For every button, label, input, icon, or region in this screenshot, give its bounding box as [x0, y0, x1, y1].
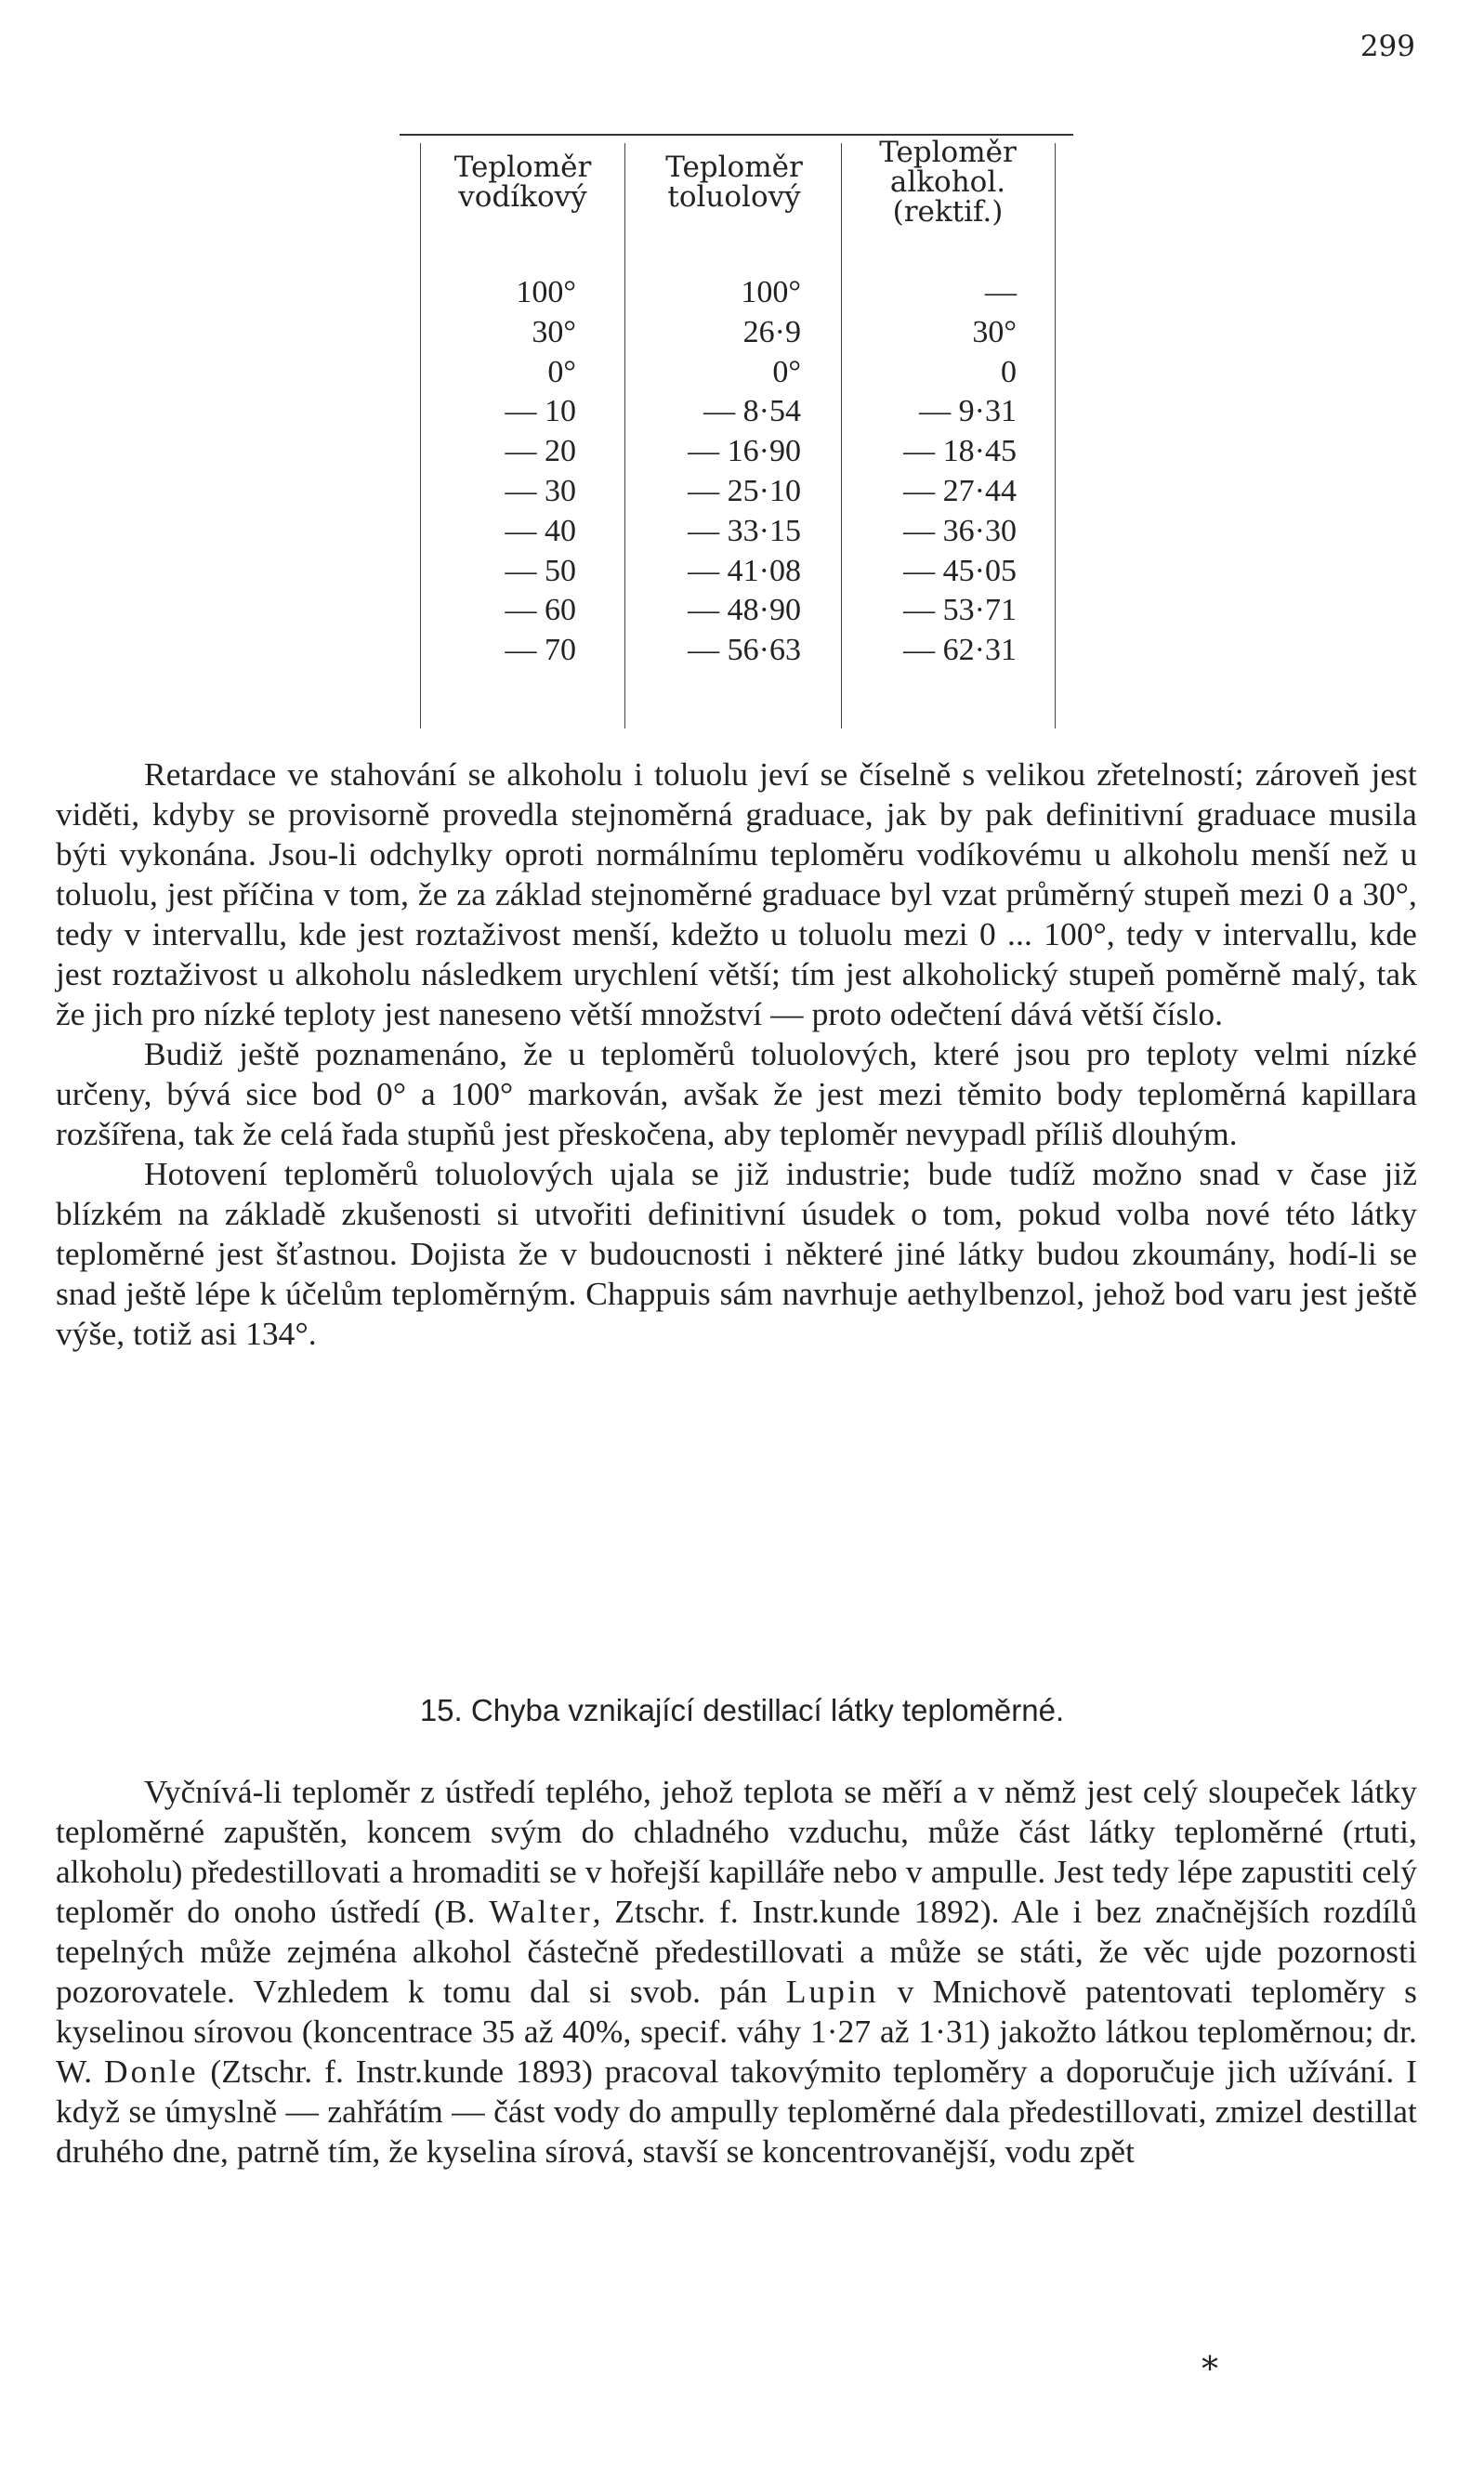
cell: — 27·44 — [903, 473, 1017, 508]
section-heading: 15. Chyba vznikající destillací látky teploměrné. — [419, 1693, 1065, 1727]
cell: 30° — [532, 314, 576, 349]
column-vodikovy — [427, 273, 576, 671]
cell: — 20 — [505, 434, 576, 469]
cell: — 18·45 — [903, 434, 1017, 469]
header-alkohol: Teploměr alkohol. (rektif.) — [879, 136, 1017, 229]
paragraph-budiz: Budiž ještě poznamenáno, že u teploměrů toluolových, které jsou pro teploty velmi nízké určeny, bývá sice bod 0° a 100° markován, avšak že jest mezi těmito body teploměrná kapillara rozšířena, tak že celá řada stupňů jest přeskočena, aby teploměr nevypadl příliš dlouhým. — [56, 1035, 1417, 1152]
cell: 0° — [547, 354, 576, 389]
cell: — 45·05 — [903, 553, 1017, 588]
header-vodikovy: Teploměr vodíkový — [453, 151, 592, 214]
section-body-text — [56, 1772, 1417, 2172]
cell: — 25·10 — [688, 473, 801, 508]
table-rule-2 — [841, 143, 842, 728]
cell: — 70 — [505, 633, 576, 668]
cell: — 16·90 — [688, 434, 801, 469]
cell: — 62·31 — [903, 633, 1017, 668]
paragraph-vycniva — [56, 1772, 1417, 2172]
column-toluolovy — [632, 273, 801, 671]
cell: — — [985, 275, 1017, 309]
text-run: (Ztschr. f. Instr.kunde 1893) pracoval takovýmito teploměry a doporučuje jich užívání. I když se úmyslně — zahřátím — část vody do ampully teploměrné dala předestillovati, zmizel destillat druhého dne, patrně tím, že kyselina sírová, stavší se koncentrovanější, vodu zpět — [56, 2053, 1417, 2170]
paragraph-hotoveni: Hotovení teploměrů toluolových ujala se již industrie; bude tudíž možno snad v čase již blízkém na základě zkušenosti si utvořiti definitivní úsudek o tom, pokud volba nové této látky teploměrné jest šťastnou. Dojista že v budoucnosti i některé jiné látky budou zkoumány, hodí-li se snad ještě lépe k účelům teploměrným. Chappuis sám navrhuje aethylbenzol, jehož bod varu jest ještě výše, totiž asi 134°. — [56, 1155, 1417, 1352]
table-rule-left — [420, 143, 421, 728]
column-alkohol — [847, 273, 1017, 671]
cell: — 41·08 — [688, 553, 801, 588]
cell: 26·9 — [742, 314, 801, 349]
cell: — 8·54 — [703, 394, 801, 429]
header-toluolovy: Teploměr toluolový — [665, 151, 803, 214]
cell: — 10 — [505, 394, 576, 429]
text-run: Vyčnívá-li teploměr z ústředí teplého, jehož teplota se měří a v němž jest celý sloupeček látky teploměrné zapuštěn, koncem svým do chladného vzduchu, může část látky teploměrné (rtuti, alkoholu) předestillovati a hromaditi se v hořejší kapilláře nebo v ampulle. Jest tedy lépe zapustiti celý teploměr do onoho ústředí (B. — [56, 1773, 1417, 1930]
author-name: Lupin — [785, 1973, 879, 2010]
cell: 0 — [1001, 354, 1017, 389]
cell: — 36·30 — [903, 513, 1017, 548]
author-name: Walter — [489, 1893, 593, 1930]
text-run: v Mnichově patentovati teploměry s kyselinou sírovou (koncentrace 35 až 40%, specif. váhy 1·27 až 1·31) jakožto látkou teploměrnou; dr. W. — [56, 1973, 1417, 2090]
cell: 100° — [516, 275, 576, 309]
text-run: , Ztschr. f. Instr.kunde 1892). Ale i bez značnějších rozdílů tepelných může zejména alkohol částečně předestillovati a může se státi, že věc ujde pozornosti pozorovatele. Vzhledem k tomu dal si svob. pán — [56, 1893, 1417, 2010]
body-text — [56, 755, 1417, 1354]
cell: 30° — [972, 314, 1017, 349]
table-rule-right — [1055, 143, 1056, 728]
signature-mark: * — [1202, 2351, 1218, 2389]
cell: — 30 — [505, 473, 576, 508]
thermometer-table — [400, 134, 1073, 733]
cell: 100° — [741, 275, 801, 309]
cell: — 33·15 — [688, 513, 801, 548]
cell: — 40 — [505, 513, 576, 548]
author-name: Donle — [104, 2053, 199, 2090]
cell: — 9·31 — [919, 394, 1017, 429]
cell: 0° — [772, 354, 801, 389]
cell: — 48·90 — [688, 593, 801, 628]
cell: — 53·71 — [903, 593, 1017, 628]
cell: — 56·63 — [688, 633, 801, 668]
paragraph-retardace: Retardace ve stahování se alkoholu i toluolu jeví se číselně s velikou zřetelností; zároveň jest viděti, kdyby se provisorně provedla stejnoměrná graduace, jak by pak definitivní graduace musila býti vykonána. Jsou-li odchylky oproti normálnímu teploměru vodíkovému u alkoholu menší než u toluolu, jest příčina v tom, že za základ stejnoměrné graduace byl vzat průměrný stupeň mezi 0 a 30°, tedy v intervallu, kde jest roztaživost menší, kdežto u toluolu mezi 0 ... 100°, tedy v intervallu, kde jest roztaživost u alkoholu následkem urychlení větší; tím jest alkoholický stupeň poměrně malý, tak že jich pro nízké teploty jest naneseno větší množství — proto odečtení dává větší číslo. — [56, 755, 1417, 1032]
cell: — 50 — [505, 553, 576, 588]
page-number: 299 — [1359, 30, 1415, 63]
table-rule-1 — [624, 143, 625, 728]
cell: — 60 — [505, 593, 576, 628]
